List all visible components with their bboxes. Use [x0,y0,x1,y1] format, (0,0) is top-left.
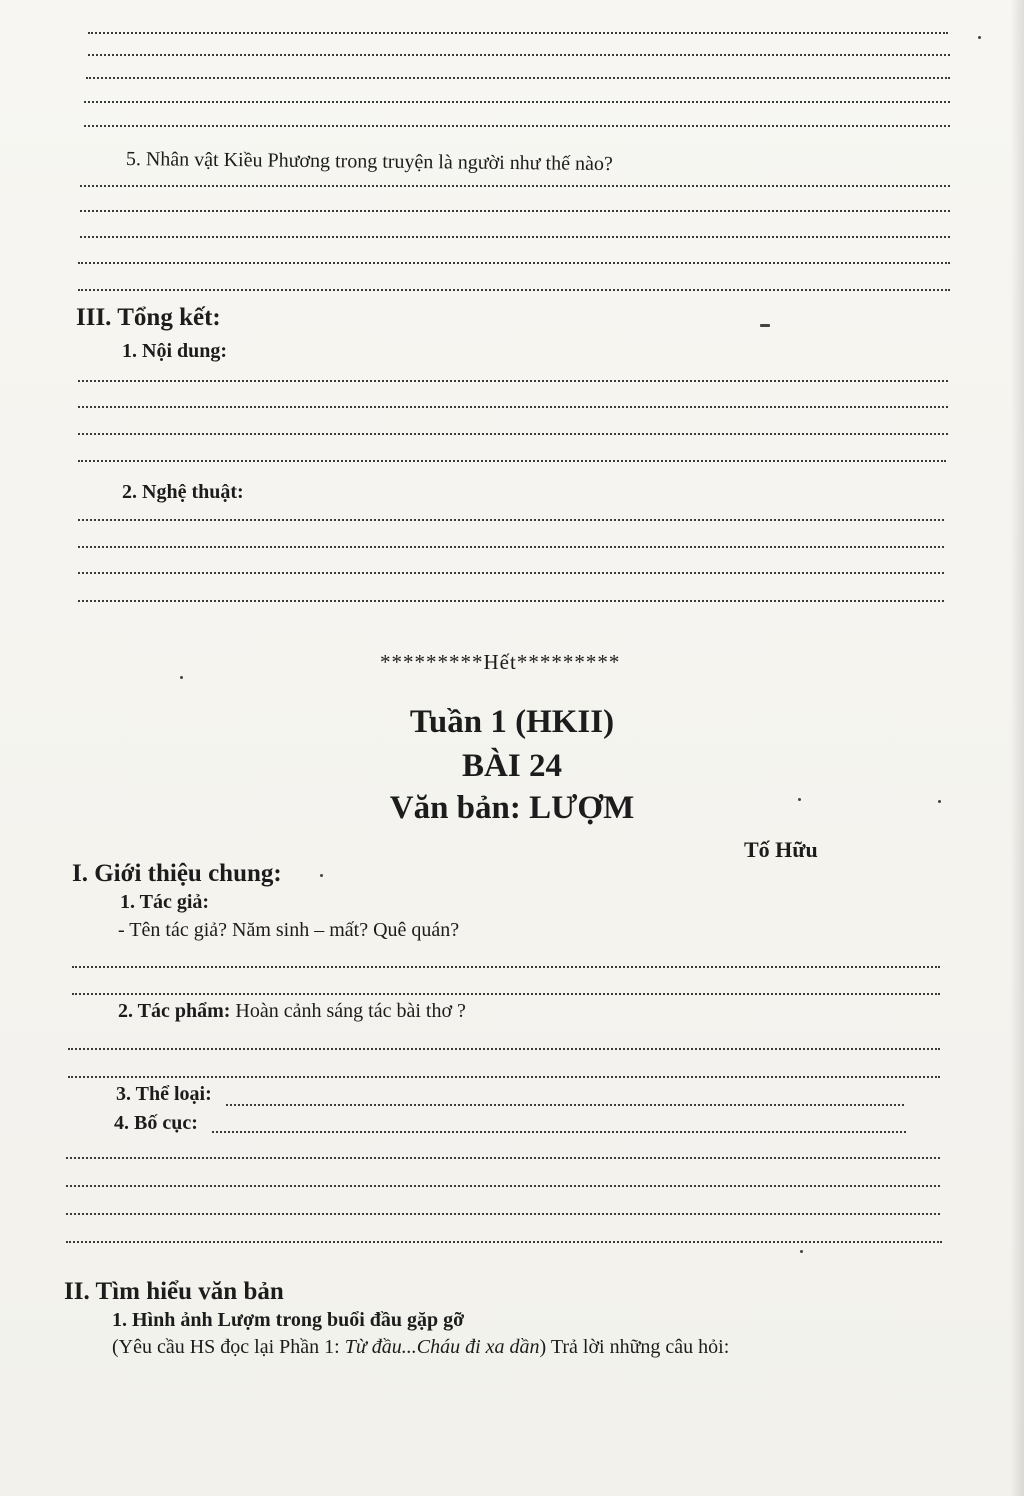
section-heading-tong-ket: III. Tổng kết: [76,304,221,331]
answer-line [80,185,950,187]
answer-line [78,380,948,382]
answer-line [68,1076,940,1078]
scan-speck [320,874,323,877]
question-tac-pham: Hoàn cảnh sáng tác bài thơ ? [230,1000,466,1022]
subheading-tac-pham: 2. Tác phẩm: [118,1000,231,1022]
answer-line [86,77,950,79]
author-name: Tố Hữu [744,837,818,862]
week-title: Tuần 1 (HKII) [409,704,615,740]
subheading-bo-cuc: 4. Bố cục: [114,1112,198,1134]
answer-line [66,1185,940,1187]
answer-line [78,262,950,264]
lesson-number: BÀI 24 [462,748,562,784]
section-heading-tim-hieu: II. Tìm hiểu văn bản [64,1278,284,1305]
answer-line [78,546,944,548]
question-tac-gia: - Tên tác giả? Năm sinh – mất? Quê quán? [118,919,460,941]
answer-line [68,1048,940,1050]
answer-line [88,32,948,34]
question-5: 5. Nhân vật Kiều Phương trong truyện là người như thế nào? [125,148,613,176]
instruction-line [112,1336,729,1359]
answer-line-the-loai [226,1104,904,1106]
instruction-quote: Từ đầu...Cháu đi xa dần [344,1336,540,1358]
answer-line [78,433,948,435]
answer-line [72,966,940,968]
answer-line [80,236,950,238]
answer-line [78,289,950,291]
answer-line [66,1213,940,1215]
scan-speck [978,36,981,39]
instruction-text-b: ) Trả lời những câu hỏi: [539,1336,730,1358]
scan-speck [800,1250,803,1253]
scan-speck [938,800,941,803]
tac-pham-line [118,1000,466,1023]
text-title: Văn bản: LƯỢM [389,790,635,826]
answer-line [72,993,940,995]
answer-line [80,210,950,212]
subheading-nghe-thuat: 2. Nghệ thuật: [122,481,244,503]
answer-line [88,54,950,56]
answer-line [78,460,946,462]
answer-line-bo-cuc [212,1131,906,1133]
subheading-tac-gia: 1. Tác giả: [120,891,210,913]
answer-line [66,1157,940,1159]
answer-line [78,600,944,602]
instruction-text-a: (Yêu cầu HS đọc lại Phần 1: [112,1336,345,1358]
end-separator: *********Hết********* [380,650,621,674]
answer-line [78,572,944,574]
subheading-noi-dung: 1. Nội dung: [122,340,228,362]
answer-line [84,101,950,103]
answer-line [78,519,944,521]
section-heading-gioi-thieu: I. Giới thiệu chung: [72,860,282,887]
subheading-the-loai: 3. Thể loại: [116,1083,212,1105]
subheading-hinh-anh-luom: 1. Hình ảnh Lượm trong buổi đầu gặp gỡ [112,1309,465,1331]
answer-line [66,1241,942,1243]
scan-speck [798,798,801,801]
answer-line [84,125,950,127]
scan-speck [760,324,770,327]
scan-speck [180,676,183,679]
answer-line [78,406,948,408]
